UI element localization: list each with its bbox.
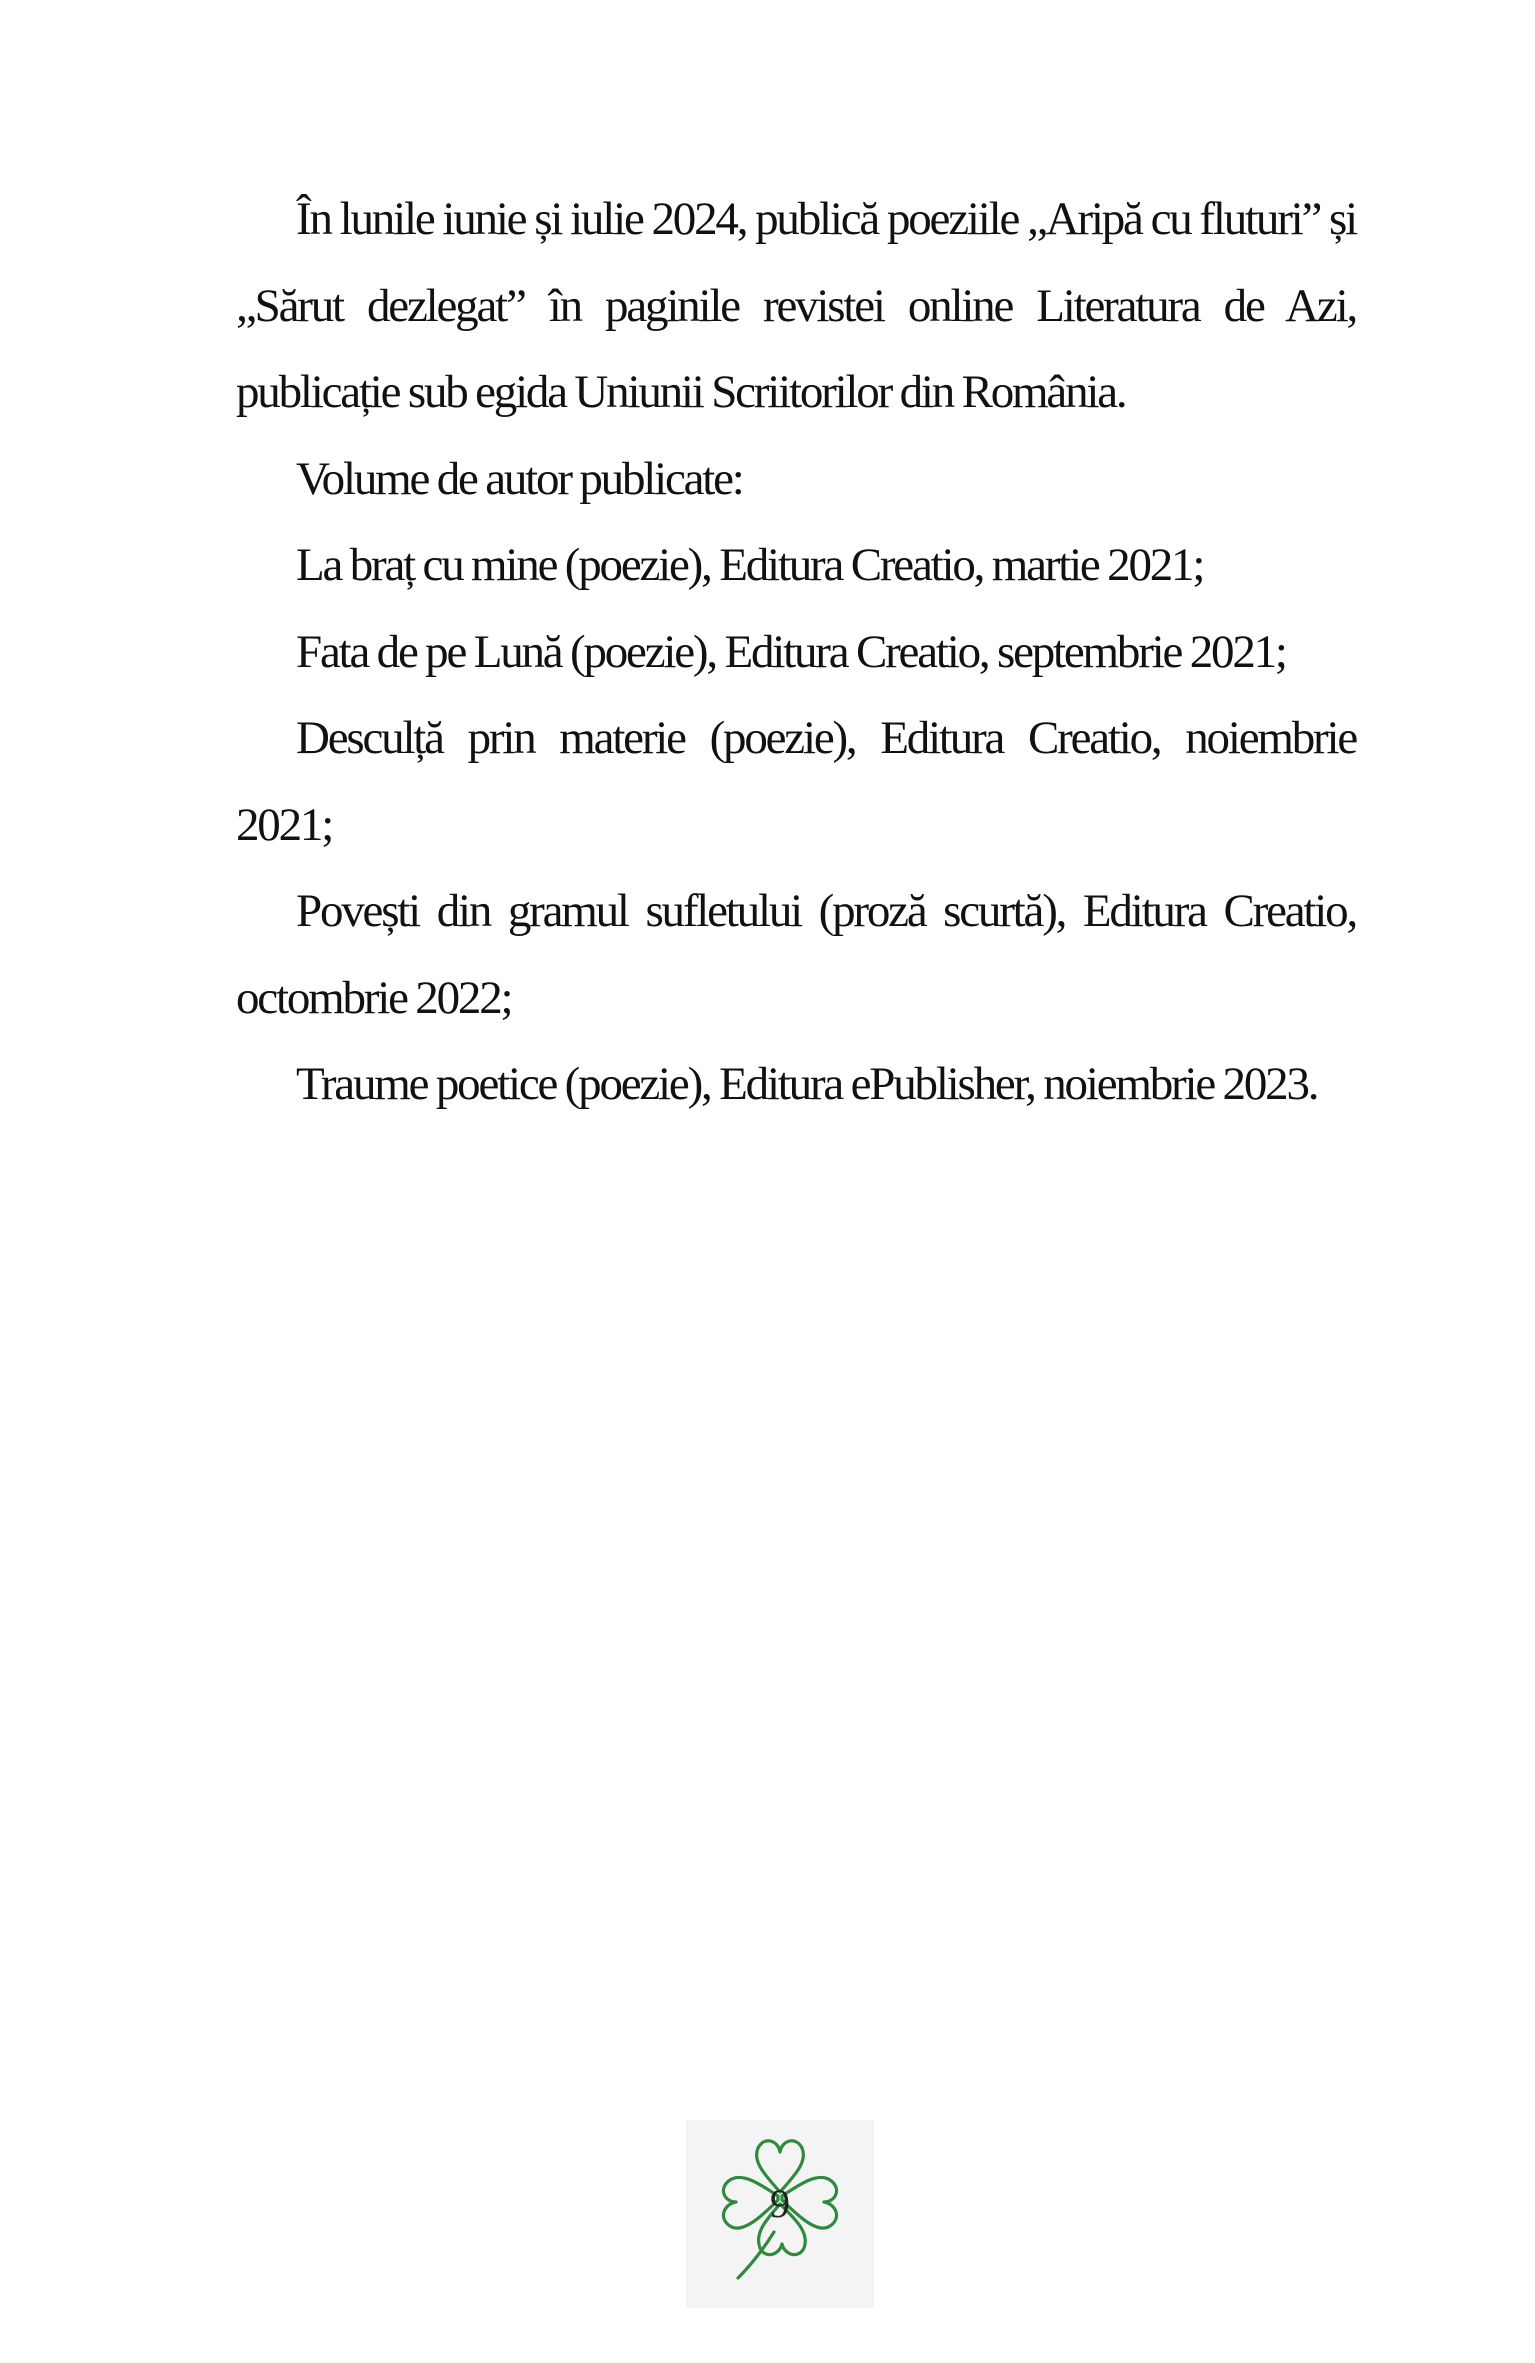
- paragraph-volume-3: Desculță prin materie (poezie), Editura Creatio, noiembrie 2021;: [236, 712, 1356, 851]
- paragraph-volume-1: La braț cu mine (poezie), Editura Creatio, martie 2021;: [296, 539, 1204, 591]
- paragraph-volume-5: Traume poetice (poezie), Editura ePublisher, noiembrie 2023.: [296, 1058, 1318, 1110]
- page-number: 9: [770, 2181, 790, 2226]
- paragraph-volumes-heading: Volume de autor publicate:: [296, 452, 743, 505]
- document-body: [236, 176, 1356, 1128]
- page-footer: [686, 2120, 874, 2308]
- paragraph-volume-4: Povești din gramul sufletului (proză scurtă), Editura Creatio, octombrie 2022;: [236, 885, 1356, 1024]
- paragraph-volume-2: Fata de pe Lună (poezie), Editura Creatio, septembrie 2021;: [296, 625, 1286, 678]
- paragraph-publications-2024: În lunile iunie și iulie 2024, publică poeziile „Aripă cu fluturi” și „Sărut dezlegat” în paginile revistei online Literatura de Azi, publicație sub egida Uniunii Scriitorilor din România.: [236, 193, 1356, 418]
